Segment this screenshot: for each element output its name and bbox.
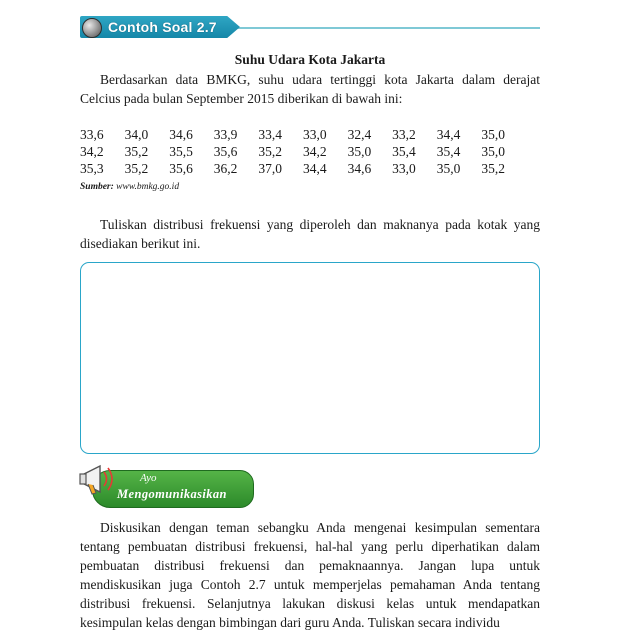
table-cell: 35,5 bbox=[169, 144, 193, 159]
table-cell: 34,6 bbox=[347, 161, 372, 176]
stone-icon bbox=[82, 18, 102, 38]
table-cell: 35,0 bbox=[436, 161, 461, 176]
table-cell: 35,2 bbox=[124, 161, 149, 176]
answer-box[interactable] bbox=[80, 262, 540, 454]
table-row bbox=[80, 160, 526, 177]
table-cell: 35,3 bbox=[80, 161, 104, 176]
megaphone-icon bbox=[78, 460, 122, 500]
badge-line2: Mengomunikasikan bbox=[117, 487, 227, 501]
table-cell: 35,4 bbox=[392, 144, 416, 159]
table-cell: 33,9 bbox=[213, 127, 238, 142]
table-cell: 34,4 bbox=[302, 161, 327, 176]
table-cell: 35,2 bbox=[258, 144, 282, 159]
table-cell: 33,4 bbox=[258, 127, 282, 142]
table-cell: 33,2 bbox=[392, 127, 416, 142]
table-cell: 35,6 bbox=[169, 161, 193, 176]
table-cell: 32,4 bbox=[347, 127, 372, 142]
source-note bbox=[80, 182, 179, 192]
table-cell: 34,0 bbox=[124, 127, 149, 142]
badge-line1: Ayo bbox=[140, 472, 157, 484]
intro-paragraph: Berdasarkan data BMKG, suhu udara tertinggi kota Jakarta dalam derajat Celcius pada bulan September 2015 diberikan di bawah ini: bbox=[80, 72, 540, 106]
source-label: Sumber: bbox=[80, 182, 114, 192]
table-cell: 34,2 bbox=[80, 144, 104, 159]
table-cell: 34,6 bbox=[169, 127, 193, 142]
example-title: Contoh Soal 2.7 bbox=[108, 19, 217, 35]
table-cell: 34,4 bbox=[436, 127, 461, 142]
table-cell: 37,0 bbox=[258, 161, 282, 176]
table-cell: 35,6 bbox=[213, 144, 238, 159]
table-cell: 34,2 bbox=[302, 144, 327, 159]
table-row bbox=[80, 126, 526, 143]
table-cell: 33,6 bbox=[80, 127, 104, 142]
table-cell: 35,0 bbox=[481, 144, 505, 159]
table-cell: 35,4 bbox=[436, 144, 461, 159]
table-cell: 36,2 bbox=[213, 161, 238, 176]
source-value: www.bmkg.go.id bbox=[116, 182, 180, 192]
instruction-paragraph: Tuliskan distribusi frekuensi yang diperoleh dan maknanya pada kotak yang disediakan berikut ini. bbox=[80, 217, 540, 251]
problem-title: Suhu Udara Kota Jakarta bbox=[234, 52, 386, 67]
table-cell: 35,0 bbox=[347, 144, 372, 159]
table-row bbox=[80, 143, 526, 160]
temperature-table bbox=[80, 126, 526, 177]
table-cell: 35,0 bbox=[481, 127, 505, 142]
table-cell: 33,0 bbox=[302, 127, 327, 142]
table-cell: 35,2 bbox=[124, 144, 149, 159]
closing-paragraph: Diskusikan dengan teman sebangku Anda mengenai kesimpulan sementara tentang pembuatan distribusi frekuensi, hal-hal yang perlu diperhatikan dalam pembuatan distribusi frekuensi dan pemaknaannya. Jangan lupa untuk mendiskusikan juga Contoh 2.7 untuk memperjelas pemahaman Anda tentang distribusi frekuensi. Selanjutnya lakukan diskusi kelas untuk mendapatkan kesimpulan kelas dengan bimbingan dari guru Anda. Tuliskan secara individu bbox=[80, 520, 540, 630]
banner-rule bbox=[228, 27, 540, 29]
table-cell: 33,0 bbox=[392, 161, 416, 176]
table-cell: 35,2 bbox=[481, 161, 505, 176]
